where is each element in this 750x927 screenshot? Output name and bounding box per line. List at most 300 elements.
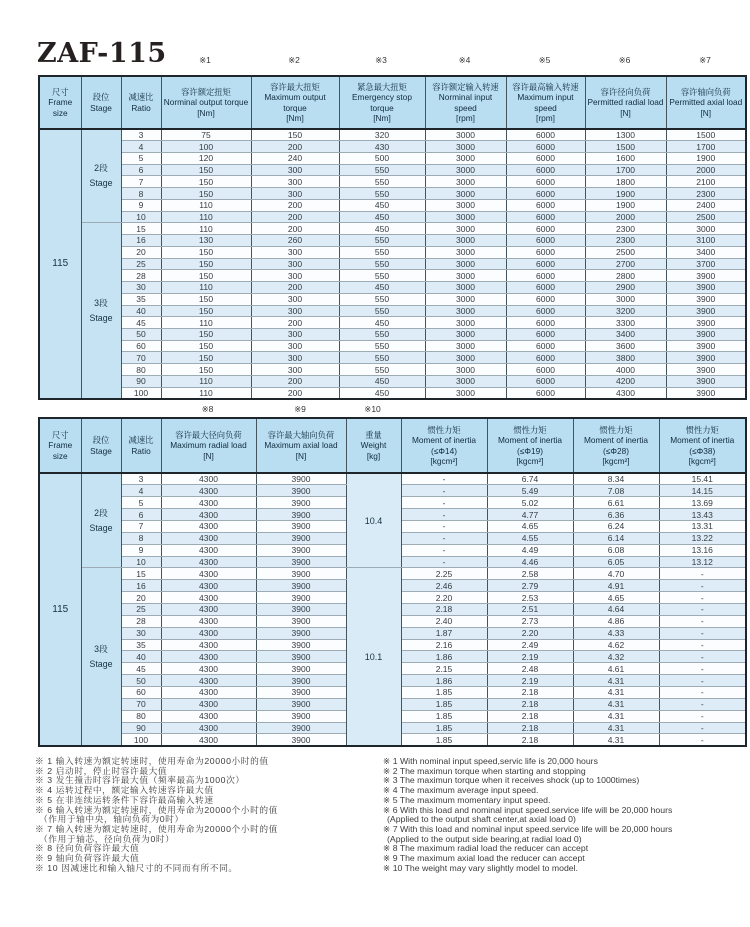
ref-label: ※3 <box>375 55 387 65</box>
data-cell: 100 <box>161 141 251 153</box>
data-cell: 4300 <box>161 520 256 532</box>
footnote-line: ※ 7 输入转速为额定转速时，使用寿命为20000个小时的值 <box>35 823 278 834</box>
data-cell: 6.14 <box>573 532 659 544</box>
data-cell: 3900 <box>256 497 346 509</box>
data-cell: 6000 <box>506 270 585 282</box>
data-cell: 2.18 <box>487 734 573 746</box>
data-cell: 3900 <box>256 568 346 580</box>
ratio-cell: 3 <box>121 473 161 485</box>
data-cell: 1.87 <box>401 627 487 639</box>
data-cell: 120 <box>161 152 251 164</box>
footnote-line: ※ 3 The maximun torque when it receives shock (up to 1000times) <box>383 775 640 786</box>
data-cell: 3900 <box>256 639 346 651</box>
data-cell: 550 <box>339 328 425 340</box>
ratio-cell: 70 <box>121 352 161 364</box>
data-cell: 3000 <box>425 141 506 153</box>
data-cell: 4300 <box>161 473 256 485</box>
table-row <box>39 340 746 352</box>
footnote-line: ※ 4 运转过程中，额定输入转速容许最大值 <box>35 785 214 796</box>
footnote-line: (Applied to the output side bearing,at radial load 0) <box>387 833 582 844</box>
data-cell: 3900 <box>666 387 746 399</box>
data-cell: 150 <box>161 270 251 282</box>
data-cell: 3700 <box>666 258 746 270</box>
data-cell: 13.22 <box>659 532 746 544</box>
data-cell: 4300 <box>161 603 256 615</box>
data-cell: 110 <box>161 199 251 211</box>
data-cell: 6000 <box>506 364 585 376</box>
data-cell: 2.49 <box>487 639 573 651</box>
stage-cell: 3段 Stage <box>81 568 121 746</box>
data-cell: 3900 <box>256 686 346 698</box>
column-header: 容许径向负荷 Permitted radial load [N] <box>585 76 666 129</box>
data-cell: 6.05 <box>573 556 659 568</box>
data-cell: 6000 <box>506 293 585 305</box>
data-cell: 150 <box>161 188 251 200</box>
data-cell: 2.25 <box>401 568 487 580</box>
footnote-line: ※ 2 The maximun torque when starting and stopping <box>383 765 586 776</box>
footnote-line: ※ 9 The maximum axial load the reducer can accept <box>383 853 585 864</box>
ratio-cell: 45 <box>121 663 161 675</box>
footnote-line: ※ 8 The maximum radial load the reducer can accept <box>383 843 589 854</box>
ratio-cell: 60 <box>121 340 161 352</box>
footnotes-english <box>383 757 747 873</box>
data-cell: 2.16 <box>401 639 487 651</box>
data-cell: 3900 <box>256 592 346 604</box>
data-cell: 110 <box>161 317 251 329</box>
column-header: 尺寸 Frame size <box>39 418 81 473</box>
data-cell: 550 <box>339 293 425 305</box>
data-cell: 6000 <box>506 199 585 211</box>
data-cell: 2500 <box>585 246 666 258</box>
data-cell: - <box>659 651 746 663</box>
ratio-cell: 3 <box>121 129 161 141</box>
ratio-cell: 45 <box>121 317 161 329</box>
data-cell: 3000 <box>425 305 506 317</box>
data-cell: 3000 <box>425 164 506 176</box>
page-title: ZAF-115 <box>37 38 167 69</box>
footnote-line: ※ 5 在非连续运转条件下容许最高输入转速 <box>35 794 214 805</box>
data-cell: 110 <box>161 211 251 223</box>
header-row <box>39 76 746 129</box>
footnote-line: （作用于轴芯，径向负荷为0时） <box>39 833 175 844</box>
data-cell: 320 <box>339 129 425 141</box>
data-cell: 2.18 <box>487 722 573 734</box>
data-cell: 4.55 <box>487 532 573 544</box>
column-header: 段位 Stage <box>81 418 121 473</box>
data-cell: 3900 <box>256 734 346 746</box>
ref-label: ※2 <box>288 55 300 65</box>
data-cell: 200 <box>251 317 339 329</box>
ratio-cell: 25 <box>121 258 161 270</box>
data-cell: 4300 <box>161 675 256 687</box>
ref-label-spacer <box>38 55 160 66</box>
data-cell: 14.15 <box>659 485 746 497</box>
data-cell: 110 <box>161 282 251 294</box>
column-header: 减速比 Ratio <box>121 418 161 473</box>
data-cell: 3900 <box>256 627 346 639</box>
data-cell: 3200 <box>585 305 666 317</box>
table-row <box>39 211 746 223</box>
data-cell: - <box>659 592 746 604</box>
data-cell: 3600 <box>585 340 666 352</box>
footnote-line: ※ 10 The weight may vary slightly model to model. <box>383 862 578 873</box>
data-cell: 550 <box>339 352 425 364</box>
ratio-cell: 80 <box>121 710 161 722</box>
data-cell: 4.86 <box>573 615 659 627</box>
footnotes-chinese <box>35 757 383 873</box>
data-cell: 3000 <box>425 129 506 141</box>
data-cell: 3900 <box>256 710 346 722</box>
data-cell: 3900 <box>256 544 346 556</box>
ref-label: ※7 <box>699 55 711 65</box>
table-row <box>39 473 746 485</box>
data-cell: 4300 <box>161 651 256 663</box>
data-cell: 4.31 <box>573 734 659 746</box>
data-cell: 2.18 <box>401 603 487 615</box>
table-row <box>39 235 746 247</box>
data-cell: 550 <box>339 364 425 376</box>
data-cell: 150 <box>161 352 251 364</box>
table-row <box>39 141 746 153</box>
column-header: 容许最高输入转速 Maximum input speed [rpm] <box>506 76 585 129</box>
data-cell: 6000 <box>506 246 585 258</box>
data-cell: 150 <box>161 305 251 317</box>
data-cell: - <box>659 698 746 710</box>
data-cell: 4300 <box>161 556 256 568</box>
data-cell: 4.49 <box>487 544 573 556</box>
table-row <box>39 568 746 580</box>
data-cell: 4300 <box>161 627 256 639</box>
data-cell: 240 <box>251 152 339 164</box>
data-cell: 200 <box>251 375 339 387</box>
data-cell: 3900 <box>256 532 346 544</box>
data-cell: 7.08 <box>573 485 659 497</box>
data-cell: 2.15 <box>401 663 487 675</box>
data-cell: 2.18 <box>487 710 573 722</box>
data-cell: - <box>659 710 746 722</box>
data-cell: 1500 <box>585 141 666 153</box>
spec-table-load-weight-inertia <box>38 417 747 747</box>
ref-label: ※5 <box>538 55 551 65</box>
data-cell: 3000 <box>425 246 506 258</box>
data-cell: - <box>659 615 746 627</box>
data-cell: 4.65 <box>573 592 659 604</box>
data-cell: 15.41 <box>659 473 746 485</box>
data-cell: 450 <box>339 375 425 387</box>
data-cell: 1800 <box>585 176 666 188</box>
data-cell: 2700 <box>585 258 666 270</box>
data-cell: 5.02 <box>487 497 573 509</box>
data-cell: 2.73 <box>487 615 573 627</box>
data-cell: 6.24 <box>573 520 659 532</box>
data-cell: 1600 <box>585 152 666 164</box>
ratio-cell: 8 <box>121 532 161 544</box>
data-cell: 1.86 <box>401 651 487 663</box>
ratio-cell: 4 <box>121 141 161 153</box>
data-cell: 4300 <box>161 544 256 556</box>
data-cell: 450 <box>339 223 425 235</box>
data-cell: 3000 <box>425 340 506 352</box>
column-header: 容许最大轴向负荷 Maximum axial load [N] <box>256 418 346 473</box>
data-cell: - <box>659 734 746 746</box>
table-row <box>39 188 746 200</box>
data-cell: - <box>401 509 487 521</box>
column-header: 段位 Stage <box>81 76 121 129</box>
ref-label: ※8 <box>201 404 214 414</box>
data-cell: 300 <box>251 258 339 270</box>
data-cell: 300 <box>251 340 339 352</box>
data-cell: 2.51 <box>487 603 573 615</box>
ratio-cell: 10 <box>121 556 161 568</box>
footnote-line: (Applied to the output shaft center,at axial load 0) <box>387 814 576 825</box>
data-cell: 4200 <box>585 375 666 387</box>
data-cell: 430 <box>339 141 425 153</box>
data-cell: 6.61 <box>573 497 659 509</box>
data-cell: 13.12 <box>659 556 746 568</box>
column-header: 惯性力矩 Moment of inertia (≤Φ38) [kgcm²] <box>659 418 746 473</box>
data-cell: 6000 <box>506 129 585 141</box>
data-cell: 4300 <box>161 568 256 580</box>
column-header: 容许轴向负荷 Permitted axial load [N] <box>666 76 746 129</box>
stage-cell: 2段 Stage <box>81 473 121 568</box>
data-cell: 550 <box>339 270 425 282</box>
ratio-cell: 20 <box>121 592 161 604</box>
data-cell: 1.85 <box>401 686 487 698</box>
data-cell: 300 <box>251 293 339 305</box>
data-cell: 3900 <box>666 305 746 317</box>
data-cell: 6000 <box>506 305 585 317</box>
data-cell: 3800 <box>585 352 666 364</box>
data-cell: 3000 <box>425 375 506 387</box>
ratio-cell: 70 <box>121 698 161 710</box>
data-cell: 4.31 <box>573 722 659 734</box>
data-cell: 2300 <box>585 235 666 247</box>
data-cell: 3000 <box>425 282 506 294</box>
data-cell: 1900 <box>585 199 666 211</box>
data-cell: 4000 <box>585 364 666 376</box>
data-cell: 4300 <box>585 387 666 399</box>
data-cell: 3000 <box>425 211 506 223</box>
data-cell: 300 <box>251 270 339 282</box>
data-cell: 2.79 <box>487 580 573 592</box>
footnote-line: ※ 8 径向负荷容许最大值 <box>35 843 140 854</box>
data-cell: 2100 <box>666 176 746 188</box>
ratio-cell: 50 <box>121 675 161 687</box>
data-cell: - <box>659 627 746 639</box>
stage-cell: 2段 Stage <box>81 129 121 223</box>
data-cell: 6000 <box>506 164 585 176</box>
data-cell: 3900 <box>256 722 346 734</box>
ratio-cell: 50 <box>121 328 161 340</box>
ratio-cell: 25 <box>121 603 161 615</box>
data-cell: 3900 <box>666 340 746 352</box>
weight-cell: 10.1 <box>346 568 401 746</box>
data-cell: 3000 <box>425 364 506 376</box>
data-cell: 2.40 <box>401 615 487 627</box>
data-cell: 3900 <box>256 663 346 675</box>
data-cell: 550 <box>339 164 425 176</box>
table-row <box>39 176 746 188</box>
data-cell: 1300 <box>585 129 666 141</box>
ratio-cell: 5 <box>121 497 161 509</box>
data-cell: 110 <box>161 387 251 399</box>
ratio-cell: 40 <box>121 651 161 663</box>
data-cell: 3000 <box>425 223 506 235</box>
data-cell: 450 <box>339 199 425 211</box>
data-cell: 3900 <box>666 364 746 376</box>
data-cell: - <box>659 639 746 651</box>
data-cell: 1.86 <box>401 675 487 687</box>
data-cell: 4300 <box>161 592 256 604</box>
data-cell: 4.65 <box>487 520 573 532</box>
data-cell: 4300 <box>161 615 256 627</box>
data-cell: 1.85 <box>401 698 487 710</box>
data-cell: 200 <box>251 223 339 235</box>
ref-label-spacer <box>38 404 160 415</box>
data-cell: 3900 <box>666 328 746 340</box>
data-cell: 200 <box>251 199 339 211</box>
ref-label: ※4 <box>458 55 471 65</box>
ratio-cell: 15 <box>121 568 161 580</box>
column-header: 重量 Weight [kg] <box>346 418 401 473</box>
data-cell: 150 <box>161 176 251 188</box>
header-row <box>39 418 746 473</box>
ratio-cell: 40 <box>121 305 161 317</box>
data-cell: - <box>401 473 487 485</box>
data-cell: 550 <box>339 305 425 317</box>
data-cell: 4.31 <box>573 686 659 698</box>
data-cell: 3900 <box>256 509 346 521</box>
data-cell: 450 <box>339 211 425 223</box>
data-cell: 4.70 <box>573 568 659 580</box>
data-cell: 3000 <box>425 352 506 364</box>
data-cell: - <box>401 532 487 544</box>
data-cell: 3900 <box>256 615 346 627</box>
footnote-line: ※ 6 With this load and nominal input speed.service life will be 20,000 hours <box>383 804 673 815</box>
data-cell: 4.46 <box>487 556 573 568</box>
data-cell: 2.53 <box>487 592 573 604</box>
data-cell: 6000 <box>506 141 585 153</box>
data-cell: 6000 <box>506 211 585 223</box>
table-row <box>39 129 746 141</box>
data-cell: 3000 <box>425 199 506 211</box>
data-cell: 3900 <box>256 698 346 710</box>
data-cell: 6.74 <box>487 473 573 485</box>
data-cell: 6000 <box>506 188 585 200</box>
data-cell: 1.85 <box>401 722 487 734</box>
ratio-cell: 4 <box>121 485 161 497</box>
data-cell: 3000 <box>425 176 506 188</box>
data-cell: 4.64 <box>573 603 659 615</box>
data-cell: 2.19 <box>487 651 573 663</box>
table-row <box>39 305 746 317</box>
data-cell: 300 <box>251 176 339 188</box>
data-cell: 4.31 <box>573 710 659 722</box>
data-cell: 3000 <box>425 293 506 305</box>
data-cell: 4.77 <box>487 509 573 521</box>
data-cell: 150 <box>161 246 251 258</box>
data-cell: 3900 <box>256 580 346 592</box>
column-header: 容许额定输入转速 Norminal input speed [rpm] <box>425 76 506 129</box>
data-cell: 3300 <box>585 317 666 329</box>
ratio-cell: 20 <box>121 246 161 258</box>
data-cell: 2.18 <box>487 698 573 710</box>
data-cell: - <box>659 568 746 580</box>
data-cell: 300 <box>251 305 339 317</box>
table-row <box>39 270 746 282</box>
data-cell: 150 <box>161 164 251 176</box>
data-cell: 150 <box>161 340 251 352</box>
data-cell: 75 <box>161 129 251 141</box>
data-cell: 6000 <box>506 282 585 294</box>
footnote-line: ※ 7 With this load and nominal input speed.service life will be 20,000 hours <box>383 823 673 834</box>
data-cell: 300 <box>251 246 339 258</box>
column-header: 容许最大扭矩 Maximum output torque [Nm] <box>251 76 339 129</box>
footnote-line: ※ 9 轴向负荷容许最大值 <box>35 853 140 864</box>
ratio-cell: 100 <box>121 734 161 746</box>
data-cell: 3000 <box>425 152 506 164</box>
data-cell: 2.20 <box>487 627 573 639</box>
data-cell: 6000 <box>506 387 585 399</box>
data-cell: 4.91 <box>573 580 659 592</box>
data-cell: 2.18 <box>487 686 573 698</box>
data-cell: 300 <box>251 364 339 376</box>
ratio-cell: 60 <box>121 686 161 698</box>
data-cell: 2800 <box>585 270 666 282</box>
data-cell: 13.69 <box>659 497 746 509</box>
data-cell: - <box>659 663 746 675</box>
ref-label: ※9 <box>294 404 306 414</box>
data-cell: 3900 <box>256 651 346 663</box>
data-cell: 13.31 <box>659 520 746 532</box>
data-cell: 4300 <box>161 686 256 698</box>
data-cell: - <box>401 497 487 509</box>
data-cell: 6000 <box>506 317 585 329</box>
column-header: 惯性力矩 Moment of inertia (≤Φ28) [kgcm²] <box>573 418 659 473</box>
data-cell: - <box>659 686 746 698</box>
ratio-cell: 90 <box>121 722 161 734</box>
data-cell: 3900 <box>256 675 346 687</box>
data-cell: - <box>401 520 487 532</box>
data-cell: 13.16 <box>659 544 746 556</box>
data-cell: 2.48 <box>487 663 573 675</box>
data-cell: 4.61 <box>573 663 659 675</box>
data-cell: 8.34 <box>573 473 659 485</box>
data-cell: 2300 <box>666 188 746 200</box>
ratio-cell: 30 <box>121 627 161 639</box>
frame-size-cell: 115 <box>39 473 81 746</box>
data-cell: 3900 <box>256 485 346 497</box>
data-cell: 130 <box>161 235 251 247</box>
ratio-cell: 90 <box>121 375 161 387</box>
data-cell: 4300 <box>161 485 256 497</box>
data-cell: 4300 <box>161 639 256 651</box>
data-cell: 2000 <box>666 164 746 176</box>
data-cell: 4.31 <box>573 675 659 687</box>
ratio-cell: 9 <box>121 544 161 556</box>
data-cell: - <box>659 675 746 687</box>
footnote-line: ※ 3 发生撞击时容许最大值（频率最高为1000次） <box>35 775 245 786</box>
data-cell: 550 <box>339 176 425 188</box>
data-cell: 3900 <box>666 317 746 329</box>
data-cell: 4300 <box>161 710 256 722</box>
data-cell: 1.85 <box>401 734 487 746</box>
data-cell: 4300 <box>161 532 256 544</box>
data-cell: 300 <box>251 352 339 364</box>
table1-ref-labels <box>38 55 745 66</box>
data-cell: 6000 <box>506 235 585 247</box>
data-cell: 4.62 <box>573 639 659 651</box>
